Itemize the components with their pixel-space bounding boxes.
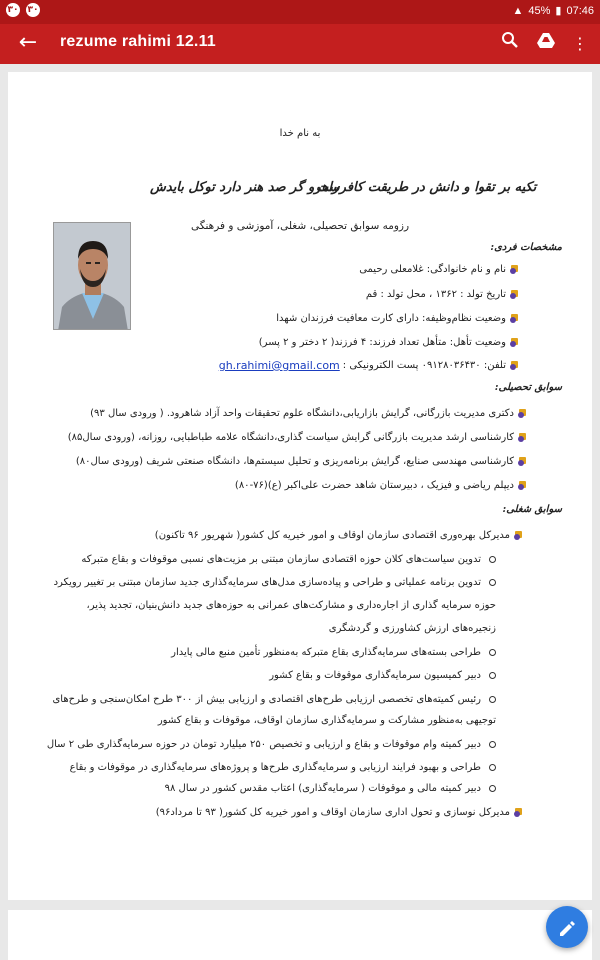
- work-main-text: مدیرکل نوسازی و تحول اداری سازمان اوقاف و امور خیریه کل کشور( ۹۳ تا مرداد۹۶): [155, 807, 510, 818]
- work-subitem-continued: زنجیره‌های ارزش کشاورزی و گردشگری: [328, 623, 496, 634]
- resume-subtitle: رزومه سوابق تحصیلی، شغلی، آموزشی و فرهنگی: [190, 220, 410, 232]
- work-subitem: دبیر کمیته مالی و موقوفات ( سرمایه‌گذاری) اعتاب مقدس کشور در سال ۹۸: [165, 783, 496, 794]
- personal-info-line: [366, 289, 518, 300]
- personal-info-line: [259, 337, 518, 348]
- circle-bullet-icon: [489, 741, 496, 748]
- education-heading: سوابق تحصیلی:: [494, 382, 562, 393]
- bullet-icon: [517, 409, 526, 418]
- bullet-icon: [517, 481, 526, 490]
- personal-info-heading: مشخصات فردی:: [490, 242, 562, 253]
- personal-info-line: [219, 359, 518, 372]
- work-subitem: دبیر کمیته وام موقوفات و بقاع و ارزیابی و تخصیص ۲۵۰ میلیارد تومان در حوزه سرمایه‌گذاری طی ۲ سال: [47, 739, 496, 750]
- circle-bullet-icon: [489, 785, 496, 792]
- personal-info-text: نام و نام خانوادگی: غلامعلی رحیمی: [359, 264, 506, 275]
- work-subitem: طراحی و بهبود فرایند ارزیابی و سرمایه‌گذاری طرح‌ها و پروژه‌های سرمایه‌گذاری در موقوفات و بقاع: [70, 762, 496, 773]
- circle-bullet-icon: [489, 649, 496, 656]
- work-main-item: [155, 530, 522, 541]
- personal-info-line: [276, 313, 518, 324]
- calligraphy-right: تکیه بر تقوا و دانش در طریقت کافرست: [316, 180, 537, 195]
- bullet-icon: [509, 290, 518, 299]
- email-link[interactable]: gh.rahimi@gmail.com: [218, 359, 340, 372]
- notification-icon: ۳۰: [27, 5, 39, 15]
- drive-icon[interactable]: [532, 30, 560, 58]
- clock: 07:46: [566, 4, 594, 17]
- bullet-icon: [509, 361, 518, 370]
- bullet-icon: [513, 808, 522, 817]
- app-bar: [0, 24, 600, 64]
- work-main-text: مدیرکل بهره‌وری اقتصادی سازمان اوقاف و امور خیریه کل کشور( شهریور ۹۶ تاکنون): [154, 530, 510, 541]
- work-main-item: [156, 807, 522, 818]
- profile-photo: [53, 222, 131, 330]
- edit-pencil-icon[interactable]: [546, 906, 588, 948]
- education-item: [68, 432, 526, 443]
- circle-bullet-icon: [489, 764, 496, 771]
- work-subitem: طراحی بسته‌های سرمایه‌گذاری بقاع متبرکه به‌منظور تأمین منبع مالی پایدار: [171, 647, 496, 658]
- document-page: [8, 72, 592, 900]
- search-icon[interactable]: [496, 30, 524, 58]
- document-title: rezume rahimi 12.11: [60, 33, 216, 50]
- back-arrow-icon[interactable]: ←: [18, 30, 38, 55]
- bullet-icon: [509, 314, 518, 323]
- work-subitem: تدوین برنامه عملیاتی و طراحی و پیاده‌سازی مدل‌های سرمایه‌گذاری جدید سازمان مبتنی بر تغییر رویکرد: [54, 577, 496, 588]
- education-text: کارشناسی مهندسی صنایع، گرایش برنامه‌ریزی و تحلیل سیستم‌ها، دانشگاه صنعتی شریف (ورودی سال۸۰): [75, 456, 514, 467]
- work-subitem: تدوین سیاست‌های کلان حوزه اقتصادی سازمان مبتنی بر مزیت‌های نسبی موقوفات و بقاع متبرکه: [81, 554, 496, 565]
- work-subitem: رئیس کمیته‌های تخصصی ارزیابی طرح‌های اقتصادی و ارزیابی بیش از ۳۰۰ طرح امکان‌سنجی و طرح‌های: [52, 694, 496, 705]
- signal-icon: ▲: [512, 4, 524, 17]
- system-status: [512, 4, 594, 17]
- work-heading: سوابق شغلی:: [502, 504, 562, 515]
- bullet-icon: [517, 433, 526, 442]
- bullet-icon: [517, 457, 526, 466]
- notification-icon: ۳۰: [7, 5, 19, 15]
- status-bar: [0, 0, 600, 24]
- bullet-icon: [509, 265, 518, 274]
- personal-info-text: تاریخ تولد : ۱۳۶۲ ، محل تولد : قم: [365, 289, 506, 300]
- education-text: کارشناسی ارشد مدیریت بازرگانی گرایش سیاست گذاری،دانشگاه علامه طباطبایی، روزانه، (ورودی سال۸۵): [67, 432, 514, 443]
- next-document-page: [8, 910, 592, 960]
- education-item: [76, 456, 526, 467]
- bullet-icon: [513, 531, 522, 540]
- education-item: [90, 408, 526, 419]
- work-subitem-continued: توجیهی به‌منظور مشارکت و سرمایه‌گذاری سازمان اوقاف، موقوفات و بقاع کشور: [157, 715, 496, 726]
- circle-bullet-icon: [489, 672, 496, 679]
- education-text: دیپلم ریاضی و فیزیک ، دبیرستان شاهد حضرت علی‌اکبر (ع)(۷۶-۸۰): [234, 480, 514, 491]
- work-subitem-continued: حوزه سرمایه گذاری از اجاره‌داری و مشارکت‌های عمرانی به حوزه‌های جدید دانش‌بنیان، تجدید پذیر،: [86, 600, 496, 611]
- education-item: [235, 480, 526, 491]
- personal-info-line: [359, 264, 518, 275]
- calligraphy-left: راهرو گر صد هنر دارد توکل بایدش: [150, 180, 339, 195]
- work-subitem: دبیر کمیسیون سرمایه‌گذاری موقوفات و بقاع کشور: [269, 670, 496, 681]
- personal-info-text: وضعیت نظام‌وظیفه: دارای کارت معافیت فرزندان شهدا: [276, 313, 506, 324]
- more-vert-icon[interactable]: ⋮: [572, 34, 588, 53]
- circle-bullet-icon: [489, 579, 496, 586]
- battery-level: 45%: [528, 4, 551, 17]
- circle-bullet-icon: [489, 556, 496, 563]
- bullet-icon: [509, 338, 518, 347]
- contact-text: تلفن: ۰۹۱۲۸۰۳۶۴۳۰ پست الکترونیکی :: [342, 360, 506, 371]
- notification-icons: [6, 3, 40, 17]
- personal-info-text: وضعیت تأهل: متأهل تعداد فرزند: ۴ فرزند( ۲ دختر و ۲ پسر): [258, 337, 506, 348]
- battery-icon: ▮: [555, 5, 562, 17]
- circle-bullet-icon: [489, 696, 496, 703]
- education-text: دکتری مدیریت بازرگانی، گرایش بازاریابی،دانشگاه علوم تحقیقات واحد آزاد شاهرود. ( ورودی سال ۹۳): [90, 408, 514, 419]
- bismillah: به نام خدا: [279, 128, 321, 139]
